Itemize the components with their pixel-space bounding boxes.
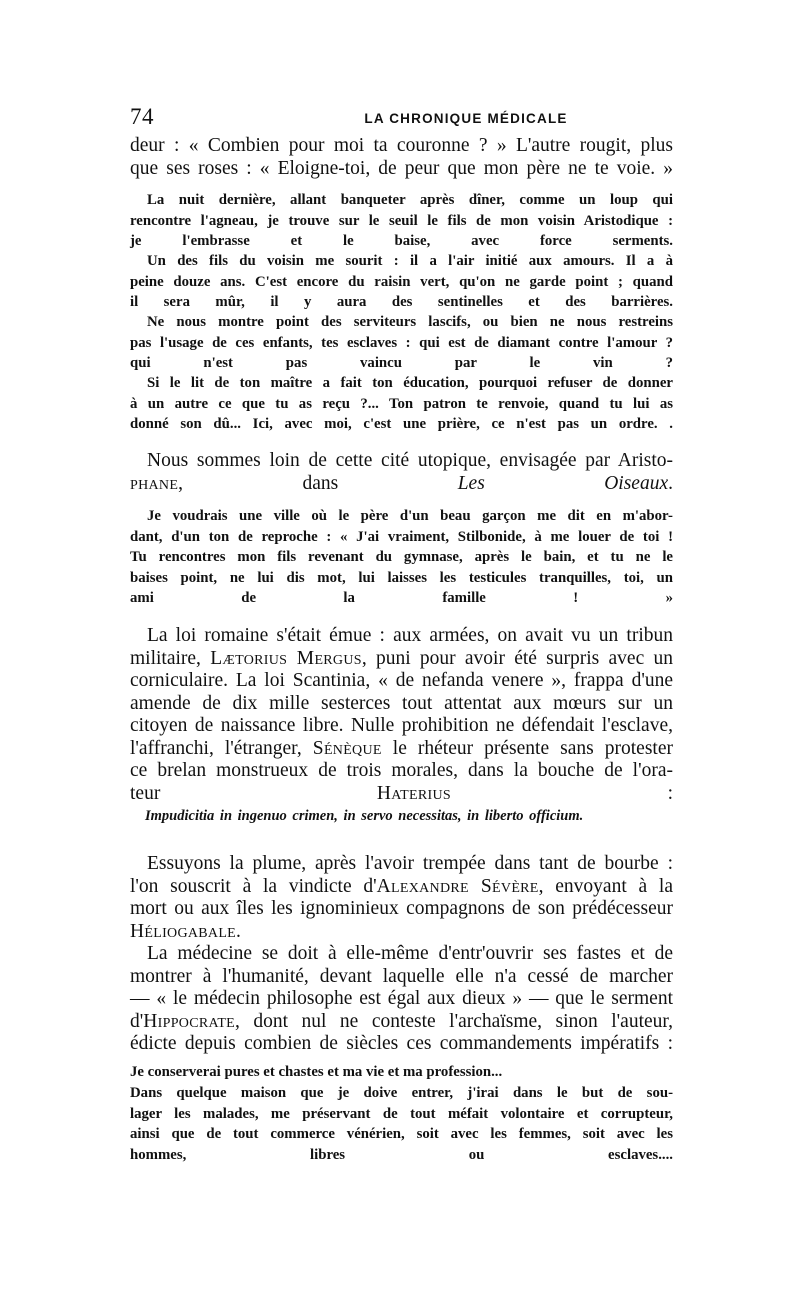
body-paragraph: Essuyons la plume, après l'avoir trempée dans tant de bourbe : l'on souscrit à la vindicte d'Alexandre Sévère, envoyant à la mort ou aux îles les ignominieux compagnons de son prédécesseur Héliogabale. [130,853,673,942]
quote-paragraph: Un des fils du voisin me sourit : il a l'air initié aux amours. Il a à peine douze ans. C'est encore du raisin vert, qu'on ne garde point ; quand il sera mûr, il y aura des sentinelles et des barrières. [130,253,673,310]
quote-paragraph: Ne nous montre point des serviteurs lascifs, ou bien ne nous restreins pas l'usage de ces enfants, tes esclaves : qui est de diamant contre l'amour ? qui n'est pas vaincu par le vin ? [130,314,673,371]
person-name: Alexandre Sévère [376,875,539,897]
page-number: 74 [130,104,154,129]
person-name: Haterius [376,782,451,804]
person-name: Sénèque [312,737,382,759]
oath-quote-paragraph: Dans quelque maison que je doive entrer, j'irai dans le but de sou- lager les malades, me préservant de tout méfait volontaire et corrupteur, ainsi que de tout commerce vénérien, soit avec les femmes, soit avec les hommes, libres ou esclaves.... [130,1085,673,1163]
quote-paragraph: La nuit dernière, allant banqueter après dîner, comme un loup qui rencontre l'agneau, je trouve sur le seuil le fils de mon voisin Aristodique : je l'embrasse et le baise, avec force serments. [130,192,673,249]
page-header [130,104,673,134]
work-title: Les Oiseaux [457,472,669,494]
quote-paragraph: Si le lit de ton maître a fait ton éducation, pourquoi refuser de donner à un autre ce que tu as reçu ?... Ton patron te renvoie, quand tu lui as donné son dû... Ici, avec moi, c'est une prière, ce n'est pas un ordre. . [130,375,673,432]
running-title: LA CHRONIQUE MÉDICALE [364,111,568,126]
person-name: Héliogabale [130,920,237,942]
oath-quote-line: Je conserverai pures et chastes et ma vie et ma profession... [130,1064,503,1080]
body-paragraph-continuation: deur : « Combien pour moi ta couronne ? » L'autre rougit, plus que ses roses : « Eloigne-toi, de peur que mon père ne te voie. » [130,135,673,179]
latin-quotation: Impudicitia in ingenuo crimen, in servo necessitas, in liberto officium. [145,808,584,824]
body-paragraph: Nous sommes loin de cette cité utopique, envisagée par Aristo- phane, dans Les Oiseaux. [130,450,673,494]
body-paragraph: La loi romaine s'était émue : aux armées, on avait vu un tribun militaire, Lætorius Mergus, puni pour avoir été surpris avec un corniculaire. La loi Scantinia, « de nefanda venere », frappa d'une amende de dix mille sesterces tout attentat aux mœurs sur un citoyen de naissance libre. Nulle prohibition ne défendait l'esclave, l'affranchi, l'étranger, Sénèque le rhéteur présente sans protester ce brelan monstrueux de trois morales, dans la bouche de l'ora- teur Haterius : [130,625,673,804]
person-name: Lætorius Mergus [210,647,362,669]
quote-paragraph: Je voudrais une ville où le père d'un beau garçon me dit en m'abor- dant, d'un ton de reproche : « J'ai vraiment, Stilbonide, à me louer de toi ! Tu rencontres mon fils revenant du gymnase, après le bain, et tu ne le baises point, ne lui dis mot, lui laisses les testicules tranquilles, toi, un ami de la famille ! » [130,508,673,606]
body-paragraph: La médecine se doit à elle-même d'entr'ouvrir ses fastes et de montrer à l'humanité, devant laquelle elle n'a cessé de marcher — « le médecin philosophe est égal aux dieux » — que le serment d'Hippocrate, dont nul ne conteste l'archaïsme, sinon l'auteur, édicte depuis combien de siècles ces commandements impératifs : [130,943,673,1054]
person-name: Hippocrate [143,1010,236,1032]
